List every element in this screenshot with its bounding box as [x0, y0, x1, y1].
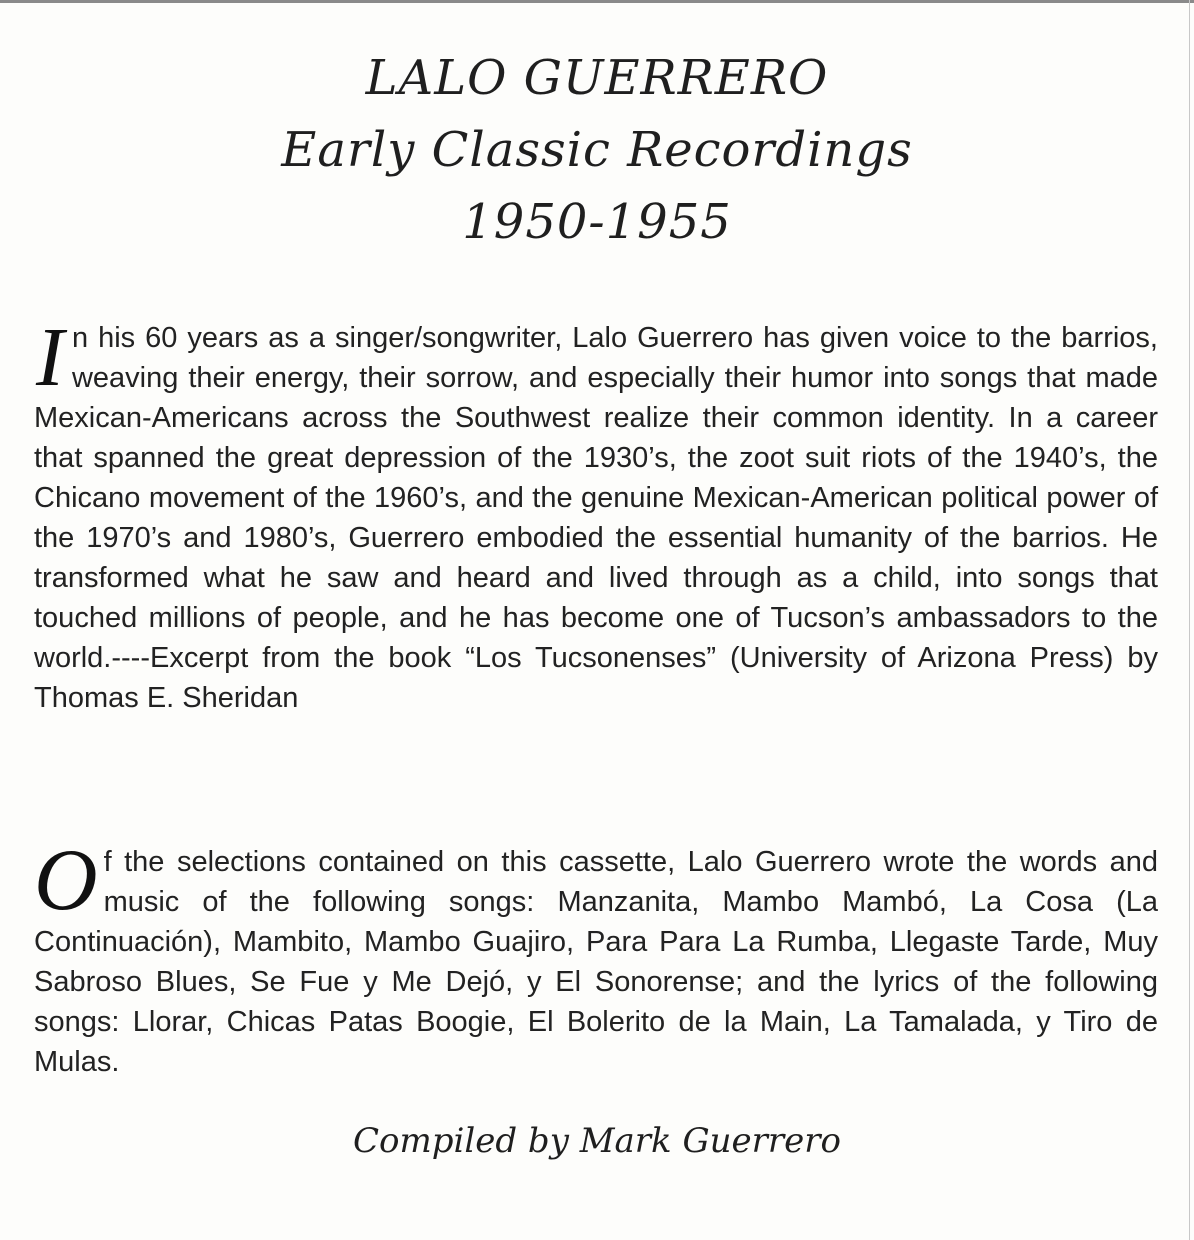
biography-text: n his 60 years as a singer/songwriter, Lalo Guerrero has given voice to the barrios, weaving their energy, their sorrow, and especially their humor into songs that made Mexican-Americans across the Southwest realize their common identity. In a career that spanned the great depression of the 1930’s, the zoot suit riots of the 1940’s, the Chicano movement of the 1960’s, and the genuine Mexican-American political power of the 1970’s and 1980’s, Guerrero embodied the essential humanity of the barrios. He transformed what he saw and heard and lived through as a child, into songs that touched millions of people, and he has become one of Tucson’s ambassadors to the world.----Excerpt from the book “Los Tucsonenses” (University of Arizona Press) by Thomas E. Sheridan [34, 322, 1158, 714]
dropcap-o: O [34, 832, 98, 929]
year-range: 1950-1955 [462, 194, 732, 250]
biography-paragraph [34, 311, 1158, 718]
compiler-credit: Compiled by Mark Guerrero [353, 1121, 841, 1161]
songs-text: f the selections contained on this cassette, Lalo Guerrero wrote the words and music of the following songs: Manzanita, Mambo Mambó, La Cosa (La Continuación), Mambito, Mambo Guajiro, Para Para La Rumba, Llegaste Tarde, Muy Sabroso Blues, Se Fue y Me Dejó, y El Sonorense; and the lyrics of the following songs: Llorar, Chicas Patas Boogie, El Bolerito de la Main, La Tamalada, y Tiro de Mulas. [34, 846, 1158, 1078]
artist-title: LALO GUERRERO [365, 50, 829, 106]
top-border-line [0, 0, 1194, 3]
dropcap-i: I [36, 311, 64, 404]
title-block [0, 42, 1194, 258]
songs-paragraph [34, 832, 1158, 1082]
album-title: Early Classic Recordings [281, 122, 913, 178]
